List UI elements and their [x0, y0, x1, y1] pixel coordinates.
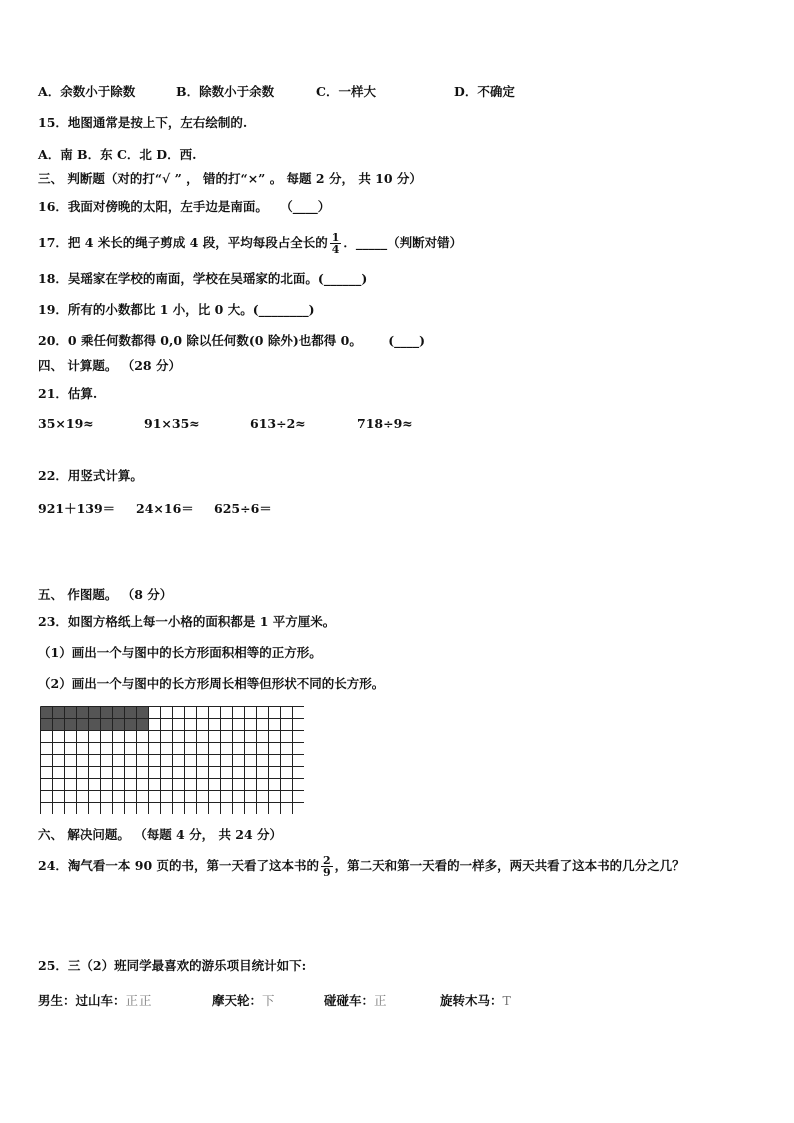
tally-mark: 正 — [374, 993, 388, 1008]
q24-fraction — [321, 855, 333, 878]
tally-mark: T — [502, 993, 512, 1008]
q17-fraction-numerator: 1 — [331, 231, 340, 244]
q25-title: 25．三（2）班同学最喜欢的游乐项目统计如下: — [38, 958, 307, 973]
q16 — [38, 198, 330, 216]
q15-options: A．南 B．东 C．北 D．西. — [38, 147, 197, 162]
q14-option-a: A．余数小于除数 — [38, 84, 136, 99]
q16-text: 16．我面对傍晚的太阳，左手边是南面。 — [38, 199, 268, 214]
q14-option-d: D．不确定 — [454, 84, 515, 99]
grid-paper[interactable] — [40, 706, 304, 814]
q21-item-2: 91×35≈ — [144, 416, 200, 431]
q23-title: 23．如图方格纸上每一小格的面积都是 1 平方厘米。 — [38, 614, 336, 629]
q16-answer-blank[interactable]: （____） — [280, 199, 331, 214]
q24-fraction-numerator: 2 — [323, 854, 331, 867]
q20 — [38, 332, 425, 350]
q25-item-bumper-cars — [324, 991, 388, 1009]
q19-answer-blank[interactable]: (________) — [252, 302, 315, 317]
q22-item-1: 921＋139＝ — [38, 501, 116, 516]
q23-part1: （1）画出一个与图中的长方形面积相等的正方形。 — [38, 645, 322, 660]
tally-mark: 下 — [262, 993, 276, 1008]
q22-title: 22．用竖式计算。 — [38, 468, 143, 483]
section5-heading: 五、 作图题。 （8 分） — [38, 587, 173, 602]
q18 — [38, 270, 367, 288]
q24-prefix: 24．淘气看一本 90 页的书，第一天看了这本书的 — [38, 858, 319, 873]
q24-suffix: ，第二天和第一天看的一样多，两天共看了这本书的几分之几？ — [334, 858, 685, 873]
q24 — [38, 852, 685, 880]
q23-part2: （2）画出一个与图中的长方形周长相等但形状不同的长方形。 — [38, 676, 385, 691]
q25-item-label: 男生：过山车： — [38, 993, 126, 1008]
q15-text: 15．地图通常是按上下，左右绘制的. — [38, 115, 248, 130]
q18-answer-blank[interactable]: (______) — [317, 271, 368, 286]
q22-item-3: 625÷6＝ — [214, 501, 272, 516]
q17 — [38, 230, 462, 256]
q25-item-roller-coaster — [38, 991, 153, 1009]
q21-item-3: 613÷2≈ — [250, 416, 306, 431]
q17-suffix[interactable]: ．_____（判断对错） — [343, 235, 463, 250]
q21-title: 21．估算. — [38, 386, 98, 401]
q20-answer-blank[interactable]: (____) — [388, 333, 426, 348]
q22-item-2: 24×16＝ — [136, 501, 194, 516]
q25-item-ferris-wheel — [212, 991, 276, 1009]
q17-prefix: 17．把 4 米长的绳子剪成 4 段，平均每段占全长的 — [38, 235, 328, 250]
section6-heading: 六、 解决问题。 （每题 4 分， 共 24 分） — [38, 827, 283, 842]
tally-mark: 正正 — [125, 993, 153, 1008]
q21-item-1: 35×19≈ — [38, 416, 94, 431]
q25-item-carousel — [440, 991, 512, 1009]
q25-item-label: 碰碰车： — [324, 993, 375, 1008]
q14-option-c: C．一样大 — [316, 84, 376, 99]
q19-text: 19．所有的小数都比 1 小，比 0 大。 — [38, 302, 253, 317]
section4-heading: 四、 计算题。 （28 分） — [38, 358, 181, 373]
q24-fraction-denominator: 9 — [323, 866, 331, 879]
q21-item-4: 718÷9≈ — [357, 416, 413, 431]
q25-item-label: 摩天轮： — [212, 993, 263, 1008]
q14-option-b: B．除数小于余数 — [176, 84, 275, 99]
q17-fraction — [330, 232, 342, 255]
q18-text: 18．吴瑶家在学校的南面，学校在吴瑶家的北面。 — [38, 271, 318, 286]
q20-text: 20．0 乘任何数都得 0,0 除以任何数(0 除外)也都得 0。 — [38, 333, 362, 348]
q19 — [38, 301, 315, 319]
q17-fraction-denominator: 4 — [331, 243, 340, 256]
q25-item-label: 旋转木马： — [440, 993, 503, 1008]
section3-heading: 三、 判断题（对的打“√ ” ， 错的打“×” 。 每题 2 分， 共 10 分） — [38, 171, 422, 186]
